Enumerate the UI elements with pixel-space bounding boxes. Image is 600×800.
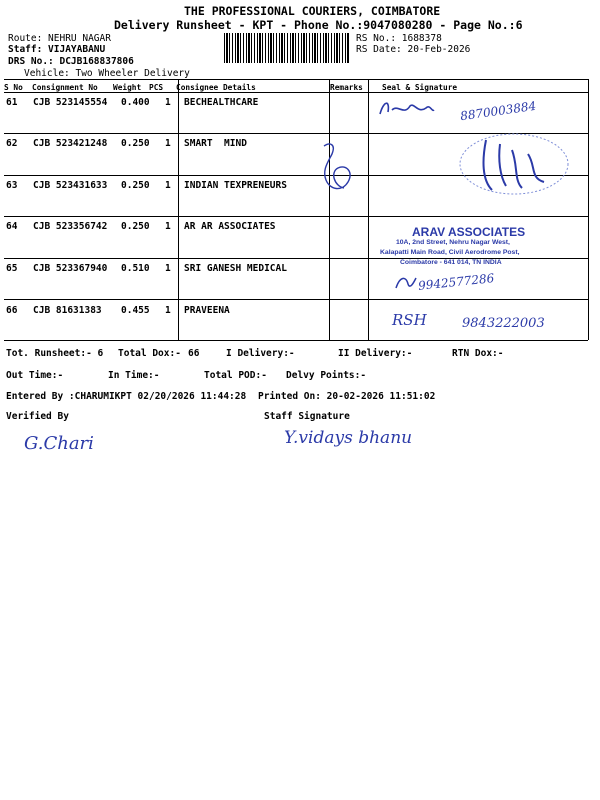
column-header-remarks: Remarks (330, 83, 363, 92)
stamp-line3: Coimbatore - 641 014, TN INDIA (400, 259, 502, 266)
drs-label: DRS No.: DCJB168837806 (8, 56, 134, 67)
row-pcs: 1 (165, 97, 171, 108)
out-time-label: Out Time:- (6, 370, 64, 381)
row-weight: 0.250 (121, 180, 150, 191)
row-consignee: PRAVEENA (184, 305, 230, 316)
row-sno: 62 (6, 138, 18, 149)
printed-on: Printed On: 20-02-2026 11:51:02 (258, 391, 436, 402)
in-time-label: In Time:- (108, 370, 160, 381)
signature-row61-icon (376, 94, 436, 122)
column-header-pcs: PCS (149, 83, 164, 92)
company-title: THE PROFESSIONAL COURIERS, COIMBATORE (184, 4, 441, 18)
row-sno: 63 (6, 180, 18, 191)
row-weight: 0.400 (121, 97, 150, 108)
row-weight: 0.455 (121, 305, 150, 316)
rs-number: RS No.: 1688378 (356, 33, 442, 44)
row-consignee: SMART MIND (184, 138, 247, 149)
stamp-name: ARAV ASSOCIATES (412, 225, 526, 239)
row-consignment: CJB 523356742 (33, 221, 108, 232)
total-dox-value: 66 (188, 348, 200, 359)
ii-delivery-label: II Delivery:- (338, 348, 413, 359)
rs-date: RS Date: 20-Feb-2026 (356, 44, 471, 55)
rtn-dox-label: RTN Dox:- (452, 348, 504, 359)
row-weight: 0.510 (121, 263, 150, 274)
handwritten-name-row66: RSH (392, 311, 427, 329)
row-pcs: 1 (165, 138, 171, 149)
row-sno: 61 (6, 97, 18, 108)
row-consignment: CJB 523431633 (33, 180, 108, 191)
row-consignment: CJB 523421248 (33, 138, 108, 149)
total-pod-label: Total POD:- (204, 370, 267, 381)
row-sno: 66 (6, 305, 18, 316)
row-consignee: INDIAN TEXPRENEURS (184, 180, 287, 191)
row-weight: 0.250 (121, 138, 150, 149)
i-delivery-label: I Delivery:- (226, 348, 295, 359)
signature-row65-icon (394, 272, 418, 292)
remarks-scribble-icon (316, 140, 360, 200)
runsheet-title: Delivery Runsheet - KPT - Phone No.:9047080280 - Page No.:6 (114, 18, 523, 32)
row-pcs: 1 (165, 221, 171, 232)
row-sno: 65 (6, 263, 18, 274)
row-consignment: CJB 81631383 (33, 305, 102, 316)
barcode-image (224, 33, 350, 63)
row-consignee: SRI GANESH MEDICAL (184, 263, 287, 274)
row-weight: 0.250 (121, 221, 150, 232)
staff-signature: Y.vidays bhanu (284, 428, 413, 448)
delvy-points-label: Delvy Points:- (286, 370, 367, 381)
column-header-sno: S No (4, 83, 23, 92)
stamp-line2: Kalapatti Main Road, Civil Aerodrome Post, (380, 249, 520, 256)
column-header-weight: Weight (113, 83, 142, 92)
row-pcs: 1 (165, 180, 171, 191)
row-consignee: BECHEALTHCARE (184, 97, 259, 108)
staff-label: Staff: VIJAYABANU (8, 44, 106, 55)
row-consignee: AR AR ASSOCIATES (184, 221, 276, 232)
stamp-line1: 10A, 2nd Street, Nehru Nagar West, (396, 239, 510, 246)
row-consignment: CJB 523145554 (33, 97, 108, 108)
column-header-consignment: Consignment No (32, 83, 98, 92)
staff-signature-label: Staff Signature (264, 411, 350, 422)
row-pcs: 1 (165, 305, 171, 316)
total-dox-label: Total Dox:- (118, 348, 181, 359)
route-label: Route: NEHRU NAGAR (8, 33, 111, 44)
row-consignment: CJB 523367940 (33, 263, 108, 274)
total-runsheet: Tot. Runsheet:- 6 (6, 348, 104, 359)
column-header-consignee: Consignee Details (176, 83, 256, 92)
vehicle-label: Vehicle: Two Wheeler Delivery (24, 68, 190, 79)
verified-signature: G.Chari (24, 433, 94, 454)
handwritten-phone-row66: 9843222003 (462, 316, 545, 331)
row-sno: 64 (6, 221, 18, 232)
handwritten-phone-row61: 8870003884 (459, 98, 537, 124)
round-seal-icon (452, 130, 572, 200)
column-header-seal: Seal & Signature (382, 83, 458, 92)
entered-by: Entered By :CHARUMIKPT 02/20/2026 11:44:28 (6, 391, 247, 402)
row-pcs: 1 (165, 263, 171, 274)
verified-by-label: Verified By (6, 411, 69, 422)
handwritten-phone-row65: 9942577286 (417, 271, 495, 293)
